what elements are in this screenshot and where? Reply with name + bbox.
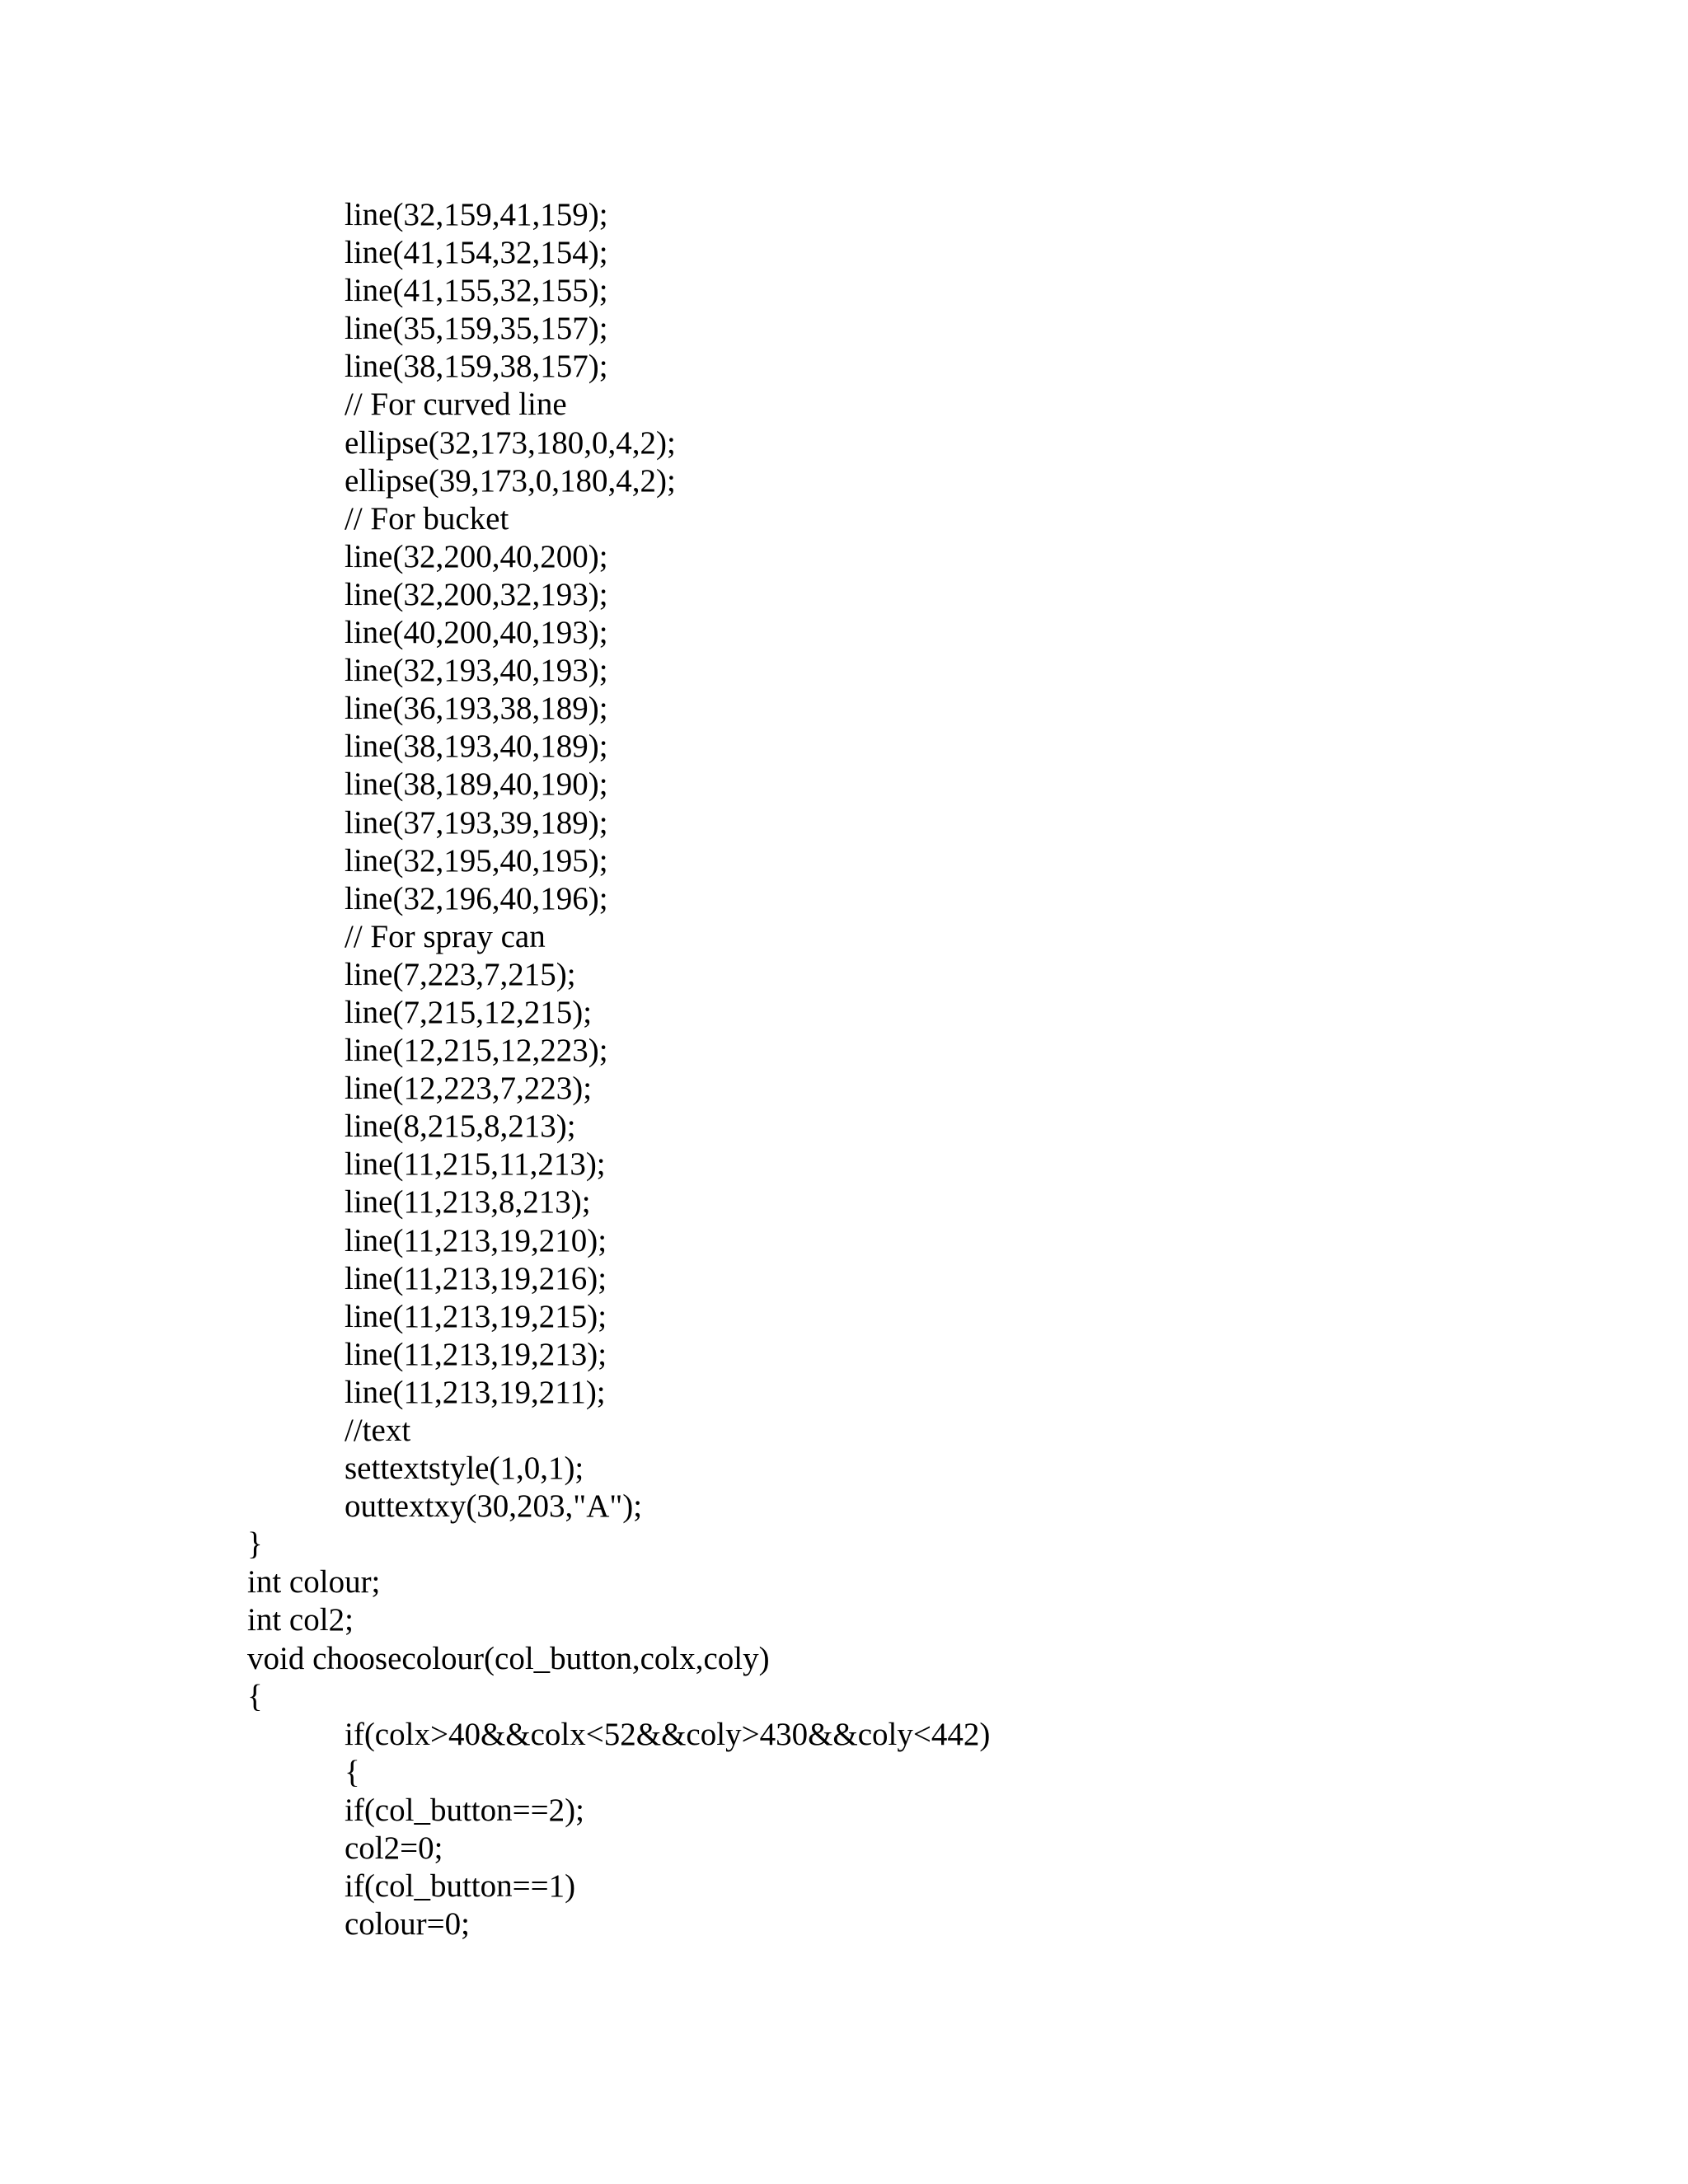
code-line: line(12,223,7,223); [345,1071,593,1107]
code-line: line(38,159,38,157); [345,349,608,385]
code-line: line(32,196,40,196); [345,880,608,916]
code-line: line(36,193,38,189); [345,691,608,727]
code-line: line(11,213,19,215); [345,1298,607,1334]
code-line: line(38,189,40,190); [345,766,608,803]
code-line: if(colx>40&&colx<52&&coly>430&&coly<442) [345,1716,991,1752]
code-line: line(11,213,19,211); [345,1374,606,1410]
code-line: if(col_button==2); [345,1792,584,1828]
code-line: // For curved line [345,387,567,423]
code-line: line(11,213,19,216); [345,1260,607,1296]
code-line: line(7,223,7,215); [345,956,576,992]
code-line: ellipse(39,173,0,180,4,2); [345,462,676,499]
code-line: line(32,193,40,193); [345,653,608,689]
code-line: line(8,215,8,213); [345,1108,576,1145]
code-line: line(35,159,35,157); [345,311,608,347]
code-line: line(7,215,12,215); [345,994,593,1030]
code-line: line(37,193,39,189); [345,804,608,841]
code-listing [0,196,1688,1943]
code-line: line(38,193,40,189); [345,729,608,765]
code-line: col2=0; [345,1830,443,1867]
code-line: line(32,200,32,193); [345,576,608,612]
code-line: // For spray can [345,918,546,954]
code-line: line(11,213,8,213); [345,1184,591,1221]
code-line: { [247,1678,263,1714]
code-line: int colour; [247,1564,381,1601]
code-line: ellipse(32,173,180,0,4,2); [345,424,676,461]
code-line: colour=0; [345,1906,470,1943]
code-line: line(11,213,19,210); [345,1222,607,1258]
code-line: line(41,154,32,154); [345,235,608,271]
code-line: line(32,195,40,195); [345,842,608,879]
code-line: // For bucket [345,500,509,537]
code-line: //text [345,1413,411,1448]
code-line: if(col_button==1) [345,1868,576,1905]
code-line: int col2; [247,1602,354,1638]
code-line: settextstyle(1,0,1); [345,1451,584,1487]
code-line: line(41,155,32,155); [345,273,608,309]
code-line: outtextxy(30,203,"A"); [345,1488,643,1525]
code-line: line(11,215,11,213); [345,1146,606,1183]
code-line: line(32,159,41,159); [345,197,608,232]
code-line: { [345,1754,360,1790]
code-line: line(40,200,40,193); [345,615,608,651]
code-line: line(12,215,12,223); [345,1033,608,1069]
code-line: } [247,1526,263,1563]
code-line: line(32,200,40,200); [345,538,608,574]
code-line: void choosecolour(col_button,colx,coly) [247,1640,770,1676]
code-line: line(11,213,19,213); [345,1336,607,1372]
